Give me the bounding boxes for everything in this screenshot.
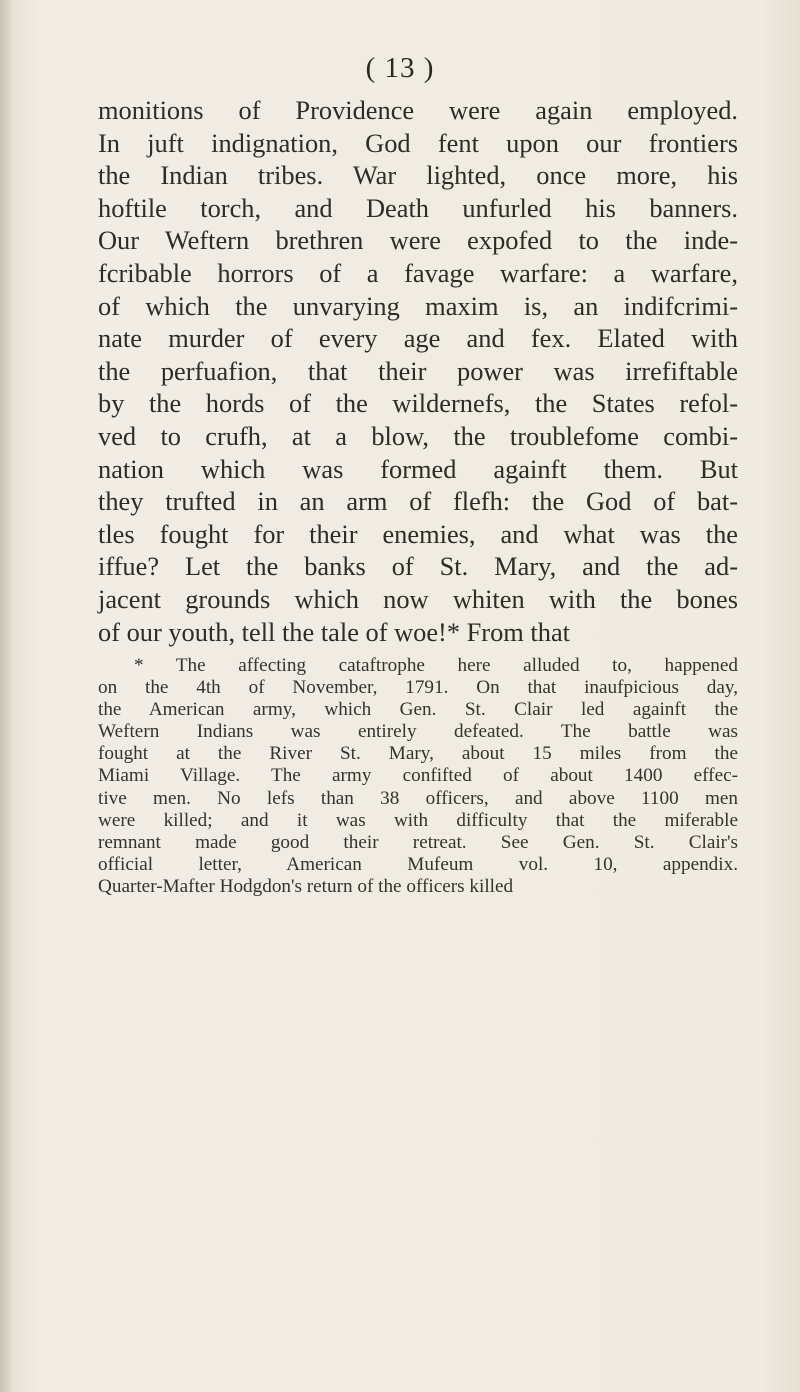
footnote-line: were killed; and it was with difficulty that the miferable — [98, 809, 738, 831]
body-line: In juft indignation, God fent upon our frontiers — [98, 127, 738, 158]
body-line: Our Weftern brethren were expofed to the inde- — [98, 225, 738, 256]
footnote-line: Miami Village. The army confifted of about 1400 effec- — [98, 765, 738, 787]
body-line: of our youth, tell the tale of woe!* From that — [98, 616, 570, 647]
body-line: they trufted in an arm of flefh: the God of bat- — [98, 486, 738, 517]
body-line: by the hords of the wildernefs, the States refol- — [98, 388, 738, 419]
body-line: hoftile torch, and Death unfurled his banners. — [98, 192, 738, 223]
body-line: of which the unvarying maxim is, an indifcrimi- — [98, 290, 738, 321]
page-number: ( 13 ) — [365, 52, 435, 84]
body-line: jacent grounds which now whiten with the bones — [98, 583, 738, 614]
footnote-line: the American army, which Gen. St. Clair led againft the — [98, 699, 738, 721]
footnote-line: * The affecting cataftrophe here alluded to, happened — [134, 655, 738, 676]
footnote-line: tive men. No lefs than 38 officers, and above 1100 men — [98, 787, 738, 809]
footnote-line: official letter, American Mufeum vol. 10, appendix. — [98, 853, 738, 875]
body-line: the perfuafion, that their power was irrefiftable — [98, 355, 738, 386]
body-line: iffue? Let the banks of St. Mary, and the ad- — [98, 551, 738, 582]
footnote-line: on the 4th of November, 1791. On that inaufpicious day, — [98, 677, 738, 699]
footnote-line: Quarter-Mafter Hodgdon's return of the officers killed — [98, 875, 514, 897]
body-line: monitions of Providence were again employed. — [98, 95, 738, 125]
body-line: tles fought for their enemies, and what was the — [98, 518, 738, 549]
body-line: nation which was formed againft them. But — [98, 453, 738, 484]
body-line: the Indian tribes. War lighted, once more, his — [98, 160, 738, 191]
body-line: fcribable horrors of a favage warfare: a warfare, — [98, 257, 738, 288]
footnote — [98, 655, 738, 898]
body-line: ved to crufh, at a blow, the troublefome combi- — [98, 420, 738, 451]
footnote-line: remnant made good their retreat. See Gen. St. Clair's — [98, 831, 738, 853]
body-line: nate murder of every age and fex. Elated with — [98, 323, 738, 354]
footnote-line: fought at the River St. Mary, about 15 miles from the — [98, 743, 738, 765]
page-gutter-shadow — [0, 0, 14, 1392]
footnote-line: Weftern Indians was entirely defeated. The battle was — [98, 721, 738, 743]
body-text — [98, 94, 738, 648]
